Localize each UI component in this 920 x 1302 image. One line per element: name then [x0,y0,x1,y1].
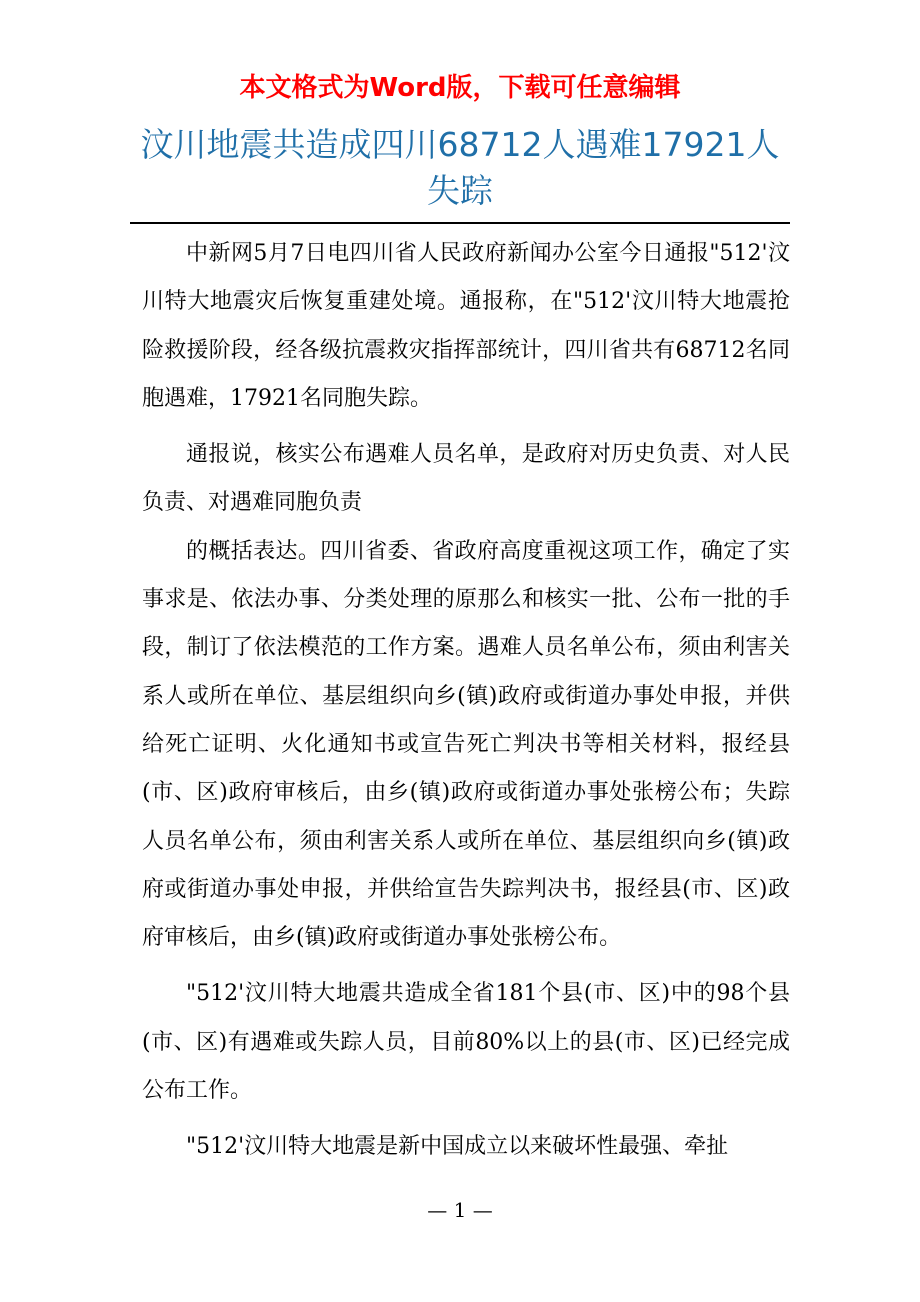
paragraph: 的概括表达。四川省委、省政府高度重视这项工作，确定了实事求是、依法办事、分类处理的原那么和核实一批、公布一批的手段，制订了依法模范的工作方案。遇难人员名单公布，须由利害关系人或所在单位、基层组织向乡(镇)政府或街道办事处申报，并供给死亡证明、火化通知书或宣告死亡判决书等相关材料，报经县(市、区)政府审核后，由乡(镇)政府或街道办事处张榜公布；失踪人员名单公布，须由利害关系人或所在单位、基层组织向乡(镇)政府或街道办事处申报，并供给宣告失踪判决书，报经县(市、区)政府审核后，由乡(镇)政府或街道办事处张榜公布。 [142,538,790,951]
title-divider [130,222,790,224]
paragraph: "512'汶川特大地震是新中国成立以来破坏性最强、牵扯 [186,1134,729,1160]
article-body [142,230,790,1172]
page-number: — 1 — [427,1198,493,1222]
paragraph: 中新网5月7日电四川省人民政府新闻办公室今日通报"512'汶川特大地震灾后恢复重建处境。通报称，在"512'汶川特大地震抢险救援阶段，经各级抗震救灾指挥部统计，四川省共有68712名同胞遇难，17921名同胞失踪。 [142,241,790,411]
page-title: 汶川地震共造成四川68712人遇难17921人失踪 [140,125,780,210]
format-notice: 本文格式为Word版，下载可任意编辑 [239,73,681,103]
paragraph: 通报说，核实公布遇难人员名单，是政府对历史负责、对人民负责、对遇难同胞负责 [142,442,790,516]
paragraph: "512'汶川特大地震共造成全省181个县(市、区)中的98个县(市、区)有遇难或失踪人员，目前80%以上的县(市、区)已经完成公布工作。 [142,981,790,1104]
